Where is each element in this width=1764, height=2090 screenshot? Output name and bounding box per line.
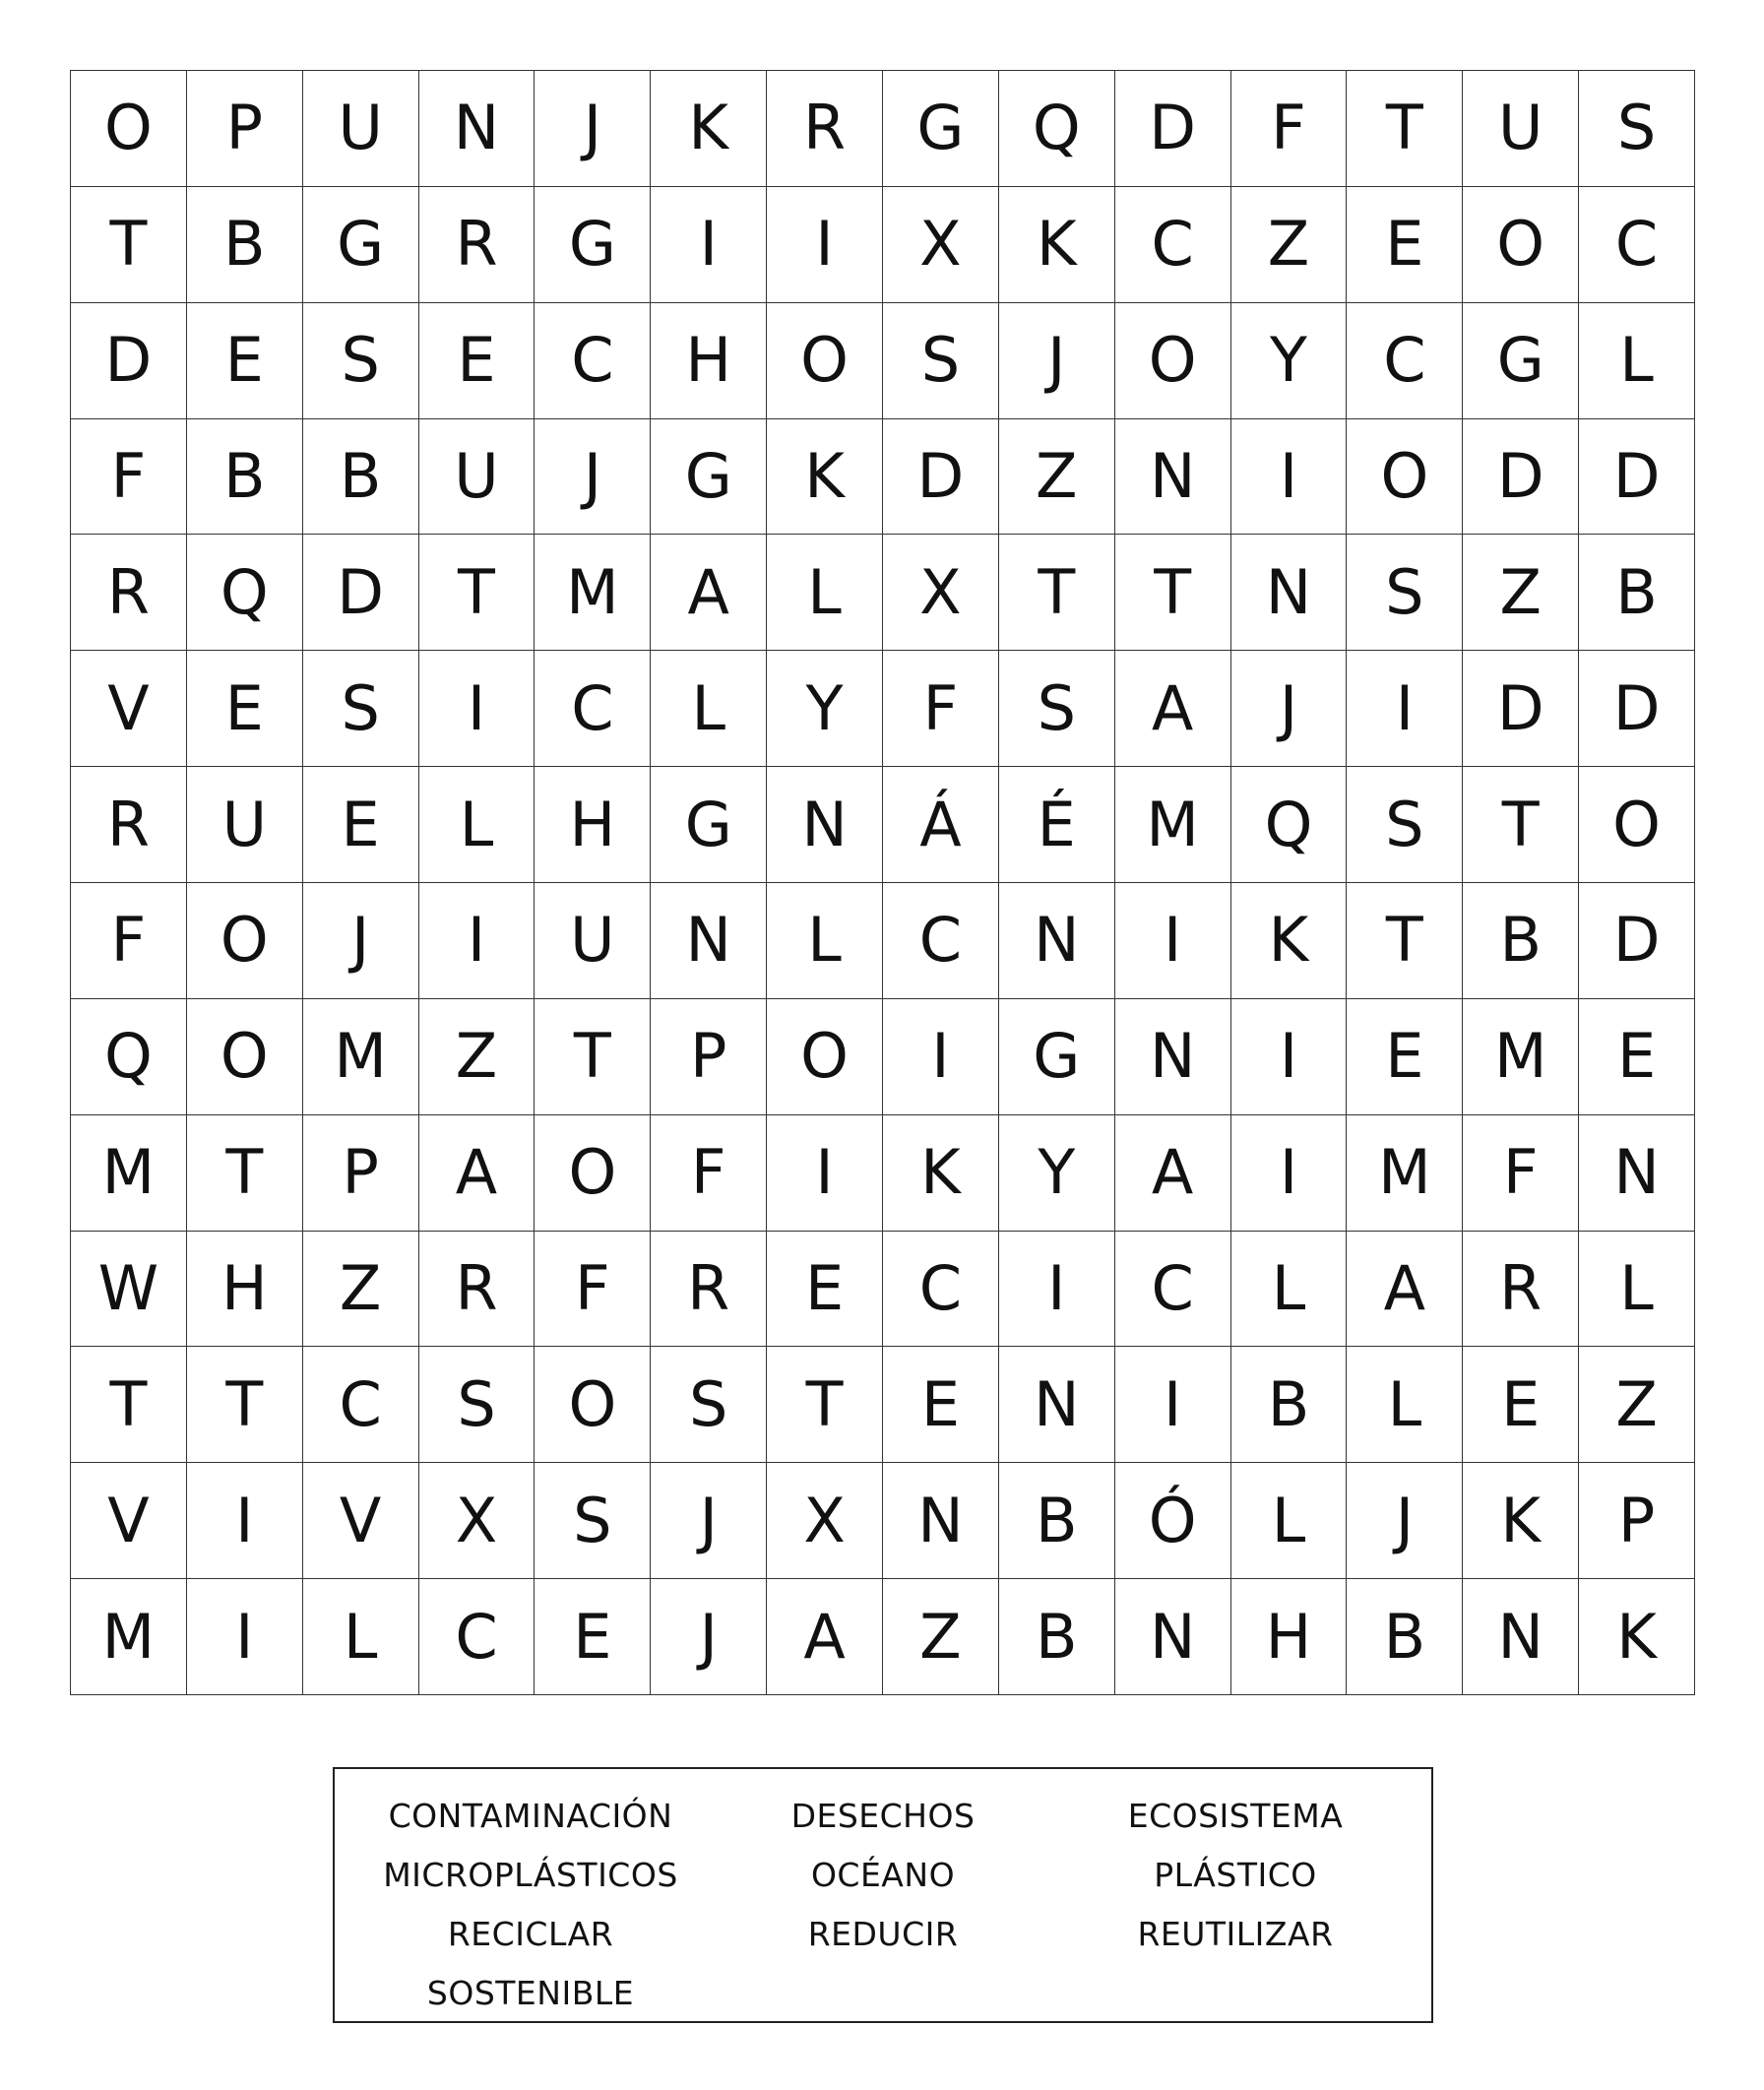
word-item: OCÉANO xyxy=(810,1856,956,1894)
grid-cell[interactable]: H xyxy=(187,1232,303,1348)
grid-cell[interactable]: M xyxy=(1115,767,1231,883)
grid-cell[interactable]: G xyxy=(999,999,1115,1115)
grid-cell[interactable]: Z xyxy=(1579,1347,1695,1463)
grid-cell[interactable]: L xyxy=(767,883,883,999)
grid-cell[interactable]: D xyxy=(71,303,187,419)
grid-cell[interactable]: A xyxy=(767,1579,883,1695)
grid-cell[interactable]: B xyxy=(187,187,303,303)
word-item: REDUCIR xyxy=(807,1915,959,1953)
grid-cell[interactable]: P xyxy=(187,71,303,187)
grid-cell[interactable]: B xyxy=(187,419,303,536)
grid-cell[interactable]: I xyxy=(651,187,767,303)
grid-cell[interactable]: L xyxy=(303,1579,419,1695)
grid-cell[interactable]: H xyxy=(1231,1579,1348,1695)
grid-cell[interactable]: S xyxy=(419,1347,536,1463)
grid-cell[interactable]: I xyxy=(1231,999,1348,1115)
grid-cell[interactable]: L xyxy=(1231,1463,1348,1579)
word-item: MICROPLÁSTICOS xyxy=(383,1856,678,1894)
grid-cell[interactable]: T xyxy=(187,1115,303,1232)
grid-cell[interactable]: M xyxy=(535,535,651,651)
grid-cell[interactable]: J xyxy=(535,419,651,536)
grid-cell[interactable]: D xyxy=(1579,419,1695,536)
grid-cell[interactable]: J xyxy=(651,1463,767,1579)
grid-cell[interactable]: V xyxy=(303,1463,419,1579)
grid-cell[interactable]: K xyxy=(999,187,1115,303)
grid-cell[interactable]: L xyxy=(651,651,767,767)
grid-cell[interactable]: I xyxy=(187,1463,303,1579)
grid-cell[interactable]: G xyxy=(651,419,767,536)
grid-cell[interactable]: F xyxy=(883,651,999,767)
grid-cell[interactable]: J xyxy=(535,71,651,187)
grid-cell[interactable]: N xyxy=(1115,419,1231,536)
grid-cell[interactable]: B xyxy=(1579,535,1695,651)
grid-cell[interactable]: O xyxy=(187,999,303,1115)
grid-cell[interactable]: S xyxy=(535,1463,651,1579)
grid-cell[interactable]: T xyxy=(71,187,187,303)
grid-cell[interactable]: N xyxy=(883,1463,999,1579)
grid-cell[interactable]: J xyxy=(999,303,1115,419)
word-item: DESECHOS xyxy=(790,1797,976,1835)
grid-cell[interactable]: L xyxy=(419,767,536,883)
grid-cell[interactable]: X xyxy=(419,1463,536,1579)
grid-cell[interactable]: I xyxy=(999,1232,1115,1348)
grid-cell[interactable]: L xyxy=(1347,1347,1463,1463)
grid-cell[interactable]: G xyxy=(303,187,419,303)
grid-cell[interactable]: U xyxy=(303,71,419,187)
grid-cell[interactable]: O xyxy=(1463,187,1579,303)
word-bank xyxy=(333,1767,1433,2023)
grid-cell[interactable]: Z xyxy=(1231,187,1348,303)
grid-cell[interactable]: B xyxy=(999,1579,1115,1695)
grid-cell[interactable]: R xyxy=(419,187,536,303)
grid-cell[interactable]: U xyxy=(187,767,303,883)
grid-cell[interactable]: R xyxy=(1463,1232,1579,1348)
grid-cell[interactable]: P xyxy=(303,1115,419,1232)
grid-cell[interactable]: C xyxy=(535,303,651,419)
grid-cell[interactable]: S xyxy=(651,1347,767,1463)
grid-cell[interactable]: R xyxy=(767,71,883,187)
grid-cell[interactable]: C xyxy=(303,1347,419,1463)
grid-cell[interactable]: I xyxy=(1231,419,1348,536)
grid-cell[interactable]: F xyxy=(71,419,187,536)
grid-cell[interactable]: E xyxy=(767,1232,883,1348)
grid-cell[interactable]: A xyxy=(651,535,767,651)
grid-cell[interactable]: R xyxy=(71,767,187,883)
grid-cell[interactable]: X xyxy=(883,535,999,651)
grid-cell[interactable]: W xyxy=(71,1232,187,1348)
grid-cell[interactable]: L xyxy=(1579,1232,1695,1348)
word-item: ECOSISTEMA xyxy=(1127,1797,1344,1835)
grid-cell[interactable]: N xyxy=(1463,1579,1579,1695)
grid-cell[interactable]: S xyxy=(1579,71,1695,187)
grid-cell[interactable]: O xyxy=(767,303,883,419)
grid-cell[interactable]: E xyxy=(419,303,536,419)
grid-cell[interactable]: O xyxy=(187,883,303,999)
grid-cell[interactable]: N xyxy=(1579,1115,1695,1232)
grid-cell[interactable]: M xyxy=(1347,1115,1463,1232)
grid-cell[interactable]: S xyxy=(1347,767,1463,883)
grid-cell[interactable]: L xyxy=(1579,303,1695,419)
grid-cell[interactable]: T xyxy=(1115,535,1231,651)
grid-cell[interactable]: J xyxy=(651,1579,767,1695)
grid-cell[interactable]: U xyxy=(419,419,536,536)
grid-cell[interactable]: K xyxy=(1231,883,1348,999)
grid-cell[interactable]: M xyxy=(71,1115,187,1232)
grid-cell[interactable]: H xyxy=(651,303,767,419)
grid-cell[interactable]: K xyxy=(1463,1463,1579,1579)
grid-cell[interactable]: N xyxy=(419,71,536,187)
grid-cell[interactable]: N xyxy=(1231,535,1348,651)
grid-cell[interactable]: O xyxy=(767,999,883,1115)
grid-cell[interactable]: F xyxy=(1231,71,1348,187)
word-item: CONTAMINACIÓN xyxy=(388,1797,673,1835)
grid-cell[interactable]: O xyxy=(1115,303,1231,419)
grid-cell[interactable]: F xyxy=(535,1232,651,1348)
grid-cell[interactable]: É xyxy=(999,767,1115,883)
grid-cell[interactable]: D xyxy=(303,535,419,651)
grid-cell[interactable]: G xyxy=(1463,303,1579,419)
grid-cell[interactable]: B xyxy=(999,1463,1115,1579)
grid-cell[interactable]: E xyxy=(187,651,303,767)
grid-cell[interactable]: N xyxy=(999,1347,1115,1463)
grid-cell[interactable]: I xyxy=(767,1115,883,1232)
grid-cell[interactable]: Y xyxy=(999,1115,1115,1232)
grid-cell[interactable]: N xyxy=(767,767,883,883)
grid-cell[interactable]: E xyxy=(1579,999,1695,1115)
grid-cell[interactable]: C xyxy=(1115,1232,1231,1348)
grid-cell[interactable]: N xyxy=(1115,999,1231,1115)
grid-cell[interactable]: F xyxy=(1463,1115,1579,1232)
grid-cell[interactable]: B xyxy=(1463,883,1579,999)
grid-cell[interactable]: R xyxy=(419,1232,536,1348)
word-item: RECICLAR xyxy=(447,1915,614,1953)
grid-cell[interactable]: Q xyxy=(187,535,303,651)
grid-cell[interactable]: E xyxy=(1347,187,1463,303)
grid-cell[interactable]: E xyxy=(303,767,419,883)
grid-cell[interactable]: E xyxy=(535,1579,651,1695)
grid-cell[interactable]: Y xyxy=(767,651,883,767)
word-item: PLÁSTICO xyxy=(1154,1856,1317,1894)
grid-cell[interactable]: N xyxy=(1115,1579,1231,1695)
grid-cell[interactable]: M xyxy=(71,1579,187,1695)
grid-cell[interactable]: D xyxy=(883,419,999,536)
grid-cell[interactable]: H xyxy=(535,767,651,883)
grid-cell[interactable]: S xyxy=(1347,535,1463,651)
grid-cell[interactable]: Z xyxy=(303,1232,419,1348)
grid-cell[interactable]: F xyxy=(71,883,187,999)
grid-cell[interactable]: S xyxy=(883,303,999,419)
grid-cell[interactable]: R xyxy=(651,1232,767,1348)
grid-cell[interactable]: M xyxy=(1463,999,1579,1115)
grid-cell[interactable]: T xyxy=(535,999,651,1115)
grid-cell[interactable]: T xyxy=(1347,883,1463,999)
letter-grid xyxy=(70,70,1695,1695)
grid-cell[interactable]: I xyxy=(1115,883,1231,999)
grid-cell[interactable]: I xyxy=(419,883,536,999)
grid-cell[interactable]: E xyxy=(883,1347,999,1463)
grid-cell[interactable]: D xyxy=(1579,883,1695,999)
grid-cell[interactable]: O xyxy=(1347,419,1463,536)
grid-cell[interactable]: C xyxy=(535,651,651,767)
grid-cell[interactable]: Z xyxy=(419,999,536,1115)
grid-cell[interactable]: M xyxy=(303,999,419,1115)
grid-cell[interactable]: C xyxy=(1347,303,1463,419)
grid-cell[interactable]: J xyxy=(303,883,419,999)
grid-cell[interactable]: C xyxy=(419,1579,536,1695)
grid-cell[interactable]: Z xyxy=(999,419,1115,536)
grid-cell[interactable]: P xyxy=(651,999,767,1115)
grid-cell[interactable]: T xyxy=(71,1347,187,1463)
grid-cell[interactable]: Q xyxy=(1231,767,1348,883)
grid-cell[interactable]: D xyxy=(1463,651,1579,767)
grid-cell[interactable]: A xyxy=(1347,1232,1463,1348)
grid-cell[interactable]: I xyxy=(1231,1115,1348,1232)
grid-cell[interactable]: T xyxy=(1463,767,1579,883)
grid-cell[interactable]: C xyxy=(1115,187,1231,303)
grid-cell[interactable]: X xyxy=(767,1463,883,1579)
grid-cell[interactable]: V xyxy=(71,1463,187,1579)
grid-cell[interactable]: I xyxy=(1347,651,1463,767)
grid-cell[interactable]: D xyxy=(1115,71,1231,187)
grid-cell[interactable]: G xyxy=(883,71,999,187)
grid-cell[interactable]: K xyxy=(767,419,883,536)
grid-cell[interactable]: N xyxy=(651,883,767,999)
grid-cell[interactable]: O xyxy=(71,71,187,187)
grid-cell[interactable]: E xyxy=(187,303,303,419)
grid-cell[interactable]: Z xyxy=(883,1579,999,1695)
grid-cell[interactable]: T xyxy=(419,535,536,651)
grid-cell[interactable]: C xyxy=(883,1232,999,1348)
grid-cell[interactable]: U xyxy=(535,883,651,999)
word-item: SOSTENIBLE xyxy=(426,1974,635,2012)
grid-cell[interactable]: I xyxy=(419,651,536,767)
word-item: REUTILIZAR xyxy=(1137,1915,1334,1953)
grid-cell[interactable]: Y xyxy=(1231,303,1348,419)
grid-cell[interactable]: T xyxy=(999,535,1115,651)
grid-cell[interactable]: J xyxy=(1231,651,1348,767)
grid-cell[interactable]: B xyxy=(1347,1579,1463,1695)
grid-cell[interactable]: L xyxy=(1231,1232,1348,1348)
grid-cell[interactable]: G xyxy=(535,187,651,303)
grid-cell[interactable]: T xyxy=(767,1347,883,1463)
grid-cell[interactable]: Q xyxy=(71,999,187,1115)
grid-cell[interactable]: N xyxy=(999,883,1115,999)
grid-cell[interactable]: Q xyxy=(999,71,1115,187)
grid-cell[interactable]: X xyxy=(883,187,999,303)
grid-cell[interactable]: K xyxy=(1579,1579,1695,1695)
grid-cell[interactable]: A xyxy=(1115,1115,1231,1232)
grid-cell[interactable]: V xyxy=(71,651,187,767)
grid-cell[interactable]: I xyxy=(187,1579,303,1695)
grid-cell[interactable]: R xyxy=(71,535,187,651)
grid-cell[interactable]: A xyxy=(419,1115,536,1232)
grid-cell[interactable]: O xyxy=(535,1115,651,1232)
grid-cell[interactable]: T xyxy=(1347,71,1463,187)
grid-cell[interactable]: I xyxy=(767,187,883,303)
grid-cell[interactable]: S xyxy=(303,651,419,767)
grid-cell[interactable]: A xyxy=(1115,651,1231,767)
grid-cell[interactable]: O xyxy=(535,1347,651,1463)
grid-cell[interactable]: Z xyxy=(1463,535,1579,651)
grid-cell[interactable]: G xyxy=(651,767,767,883)
word-list xyxy=(354,1787,1412,2023)
grid-cell[interactable]: K xyxy=(883,1115,999,1232)
grid-cell[interactable]: B xyxy=(1231,1347,1348,1463)
grid-cell[interactable]: F xyxy=(651,1115,767,1232)
grid-cell[interactable]: Ó xyxy=(1115,1463,1231,1579)
grid-cell[interactable]: I xyxy=(1115,1347,1231,1463)
grid-cell[interactable]: T xyxy=(187,1347,303,1463)
grid-cell[interactable]: B xyxy=(303,419,419,536)
grid-cell[interactable]: I xyxy=(883,999,999,1115)
grid-cell[interactable]: S xyxy=(999,651,1115,767)
grid-cell[interactable]: C xyxy=(883,883,999,999)
grid-cell[interactable]: D xyxy=(1463,419,1579,536)
grid-cell[interactable]: J xyxy=(1347,1463,1463,1579)
grid-cell[interactable]: P xyxy=(1579,1463,1695,1579)
grid-cell[interactable]: Á xyxy=(883,767,999,883)
grid-cell[interactable]: U xyxy=(1463,71,1579,187)
grid-cell[interactable]: D xyxy=(1579,651,1695,767)
grid-cell[interactable]: K xyxy=(651,71,767,187)
grid-cell[interactable]: S xyxy=(303,303,419,419)
grid-cell[interactable]: O xyxy=(1579,767,1695,883)
grid-cell[interactable]: E xyxy=(1347,999,1463,1115)
grid-cell[interactable]: C xyxy=(1579,187,1695,303)
grid-cell[interactable]: E xyxy=(1463,1347,1579,1463)
grid-cell[interactable]: L xyxy=(767,535,883,651)
